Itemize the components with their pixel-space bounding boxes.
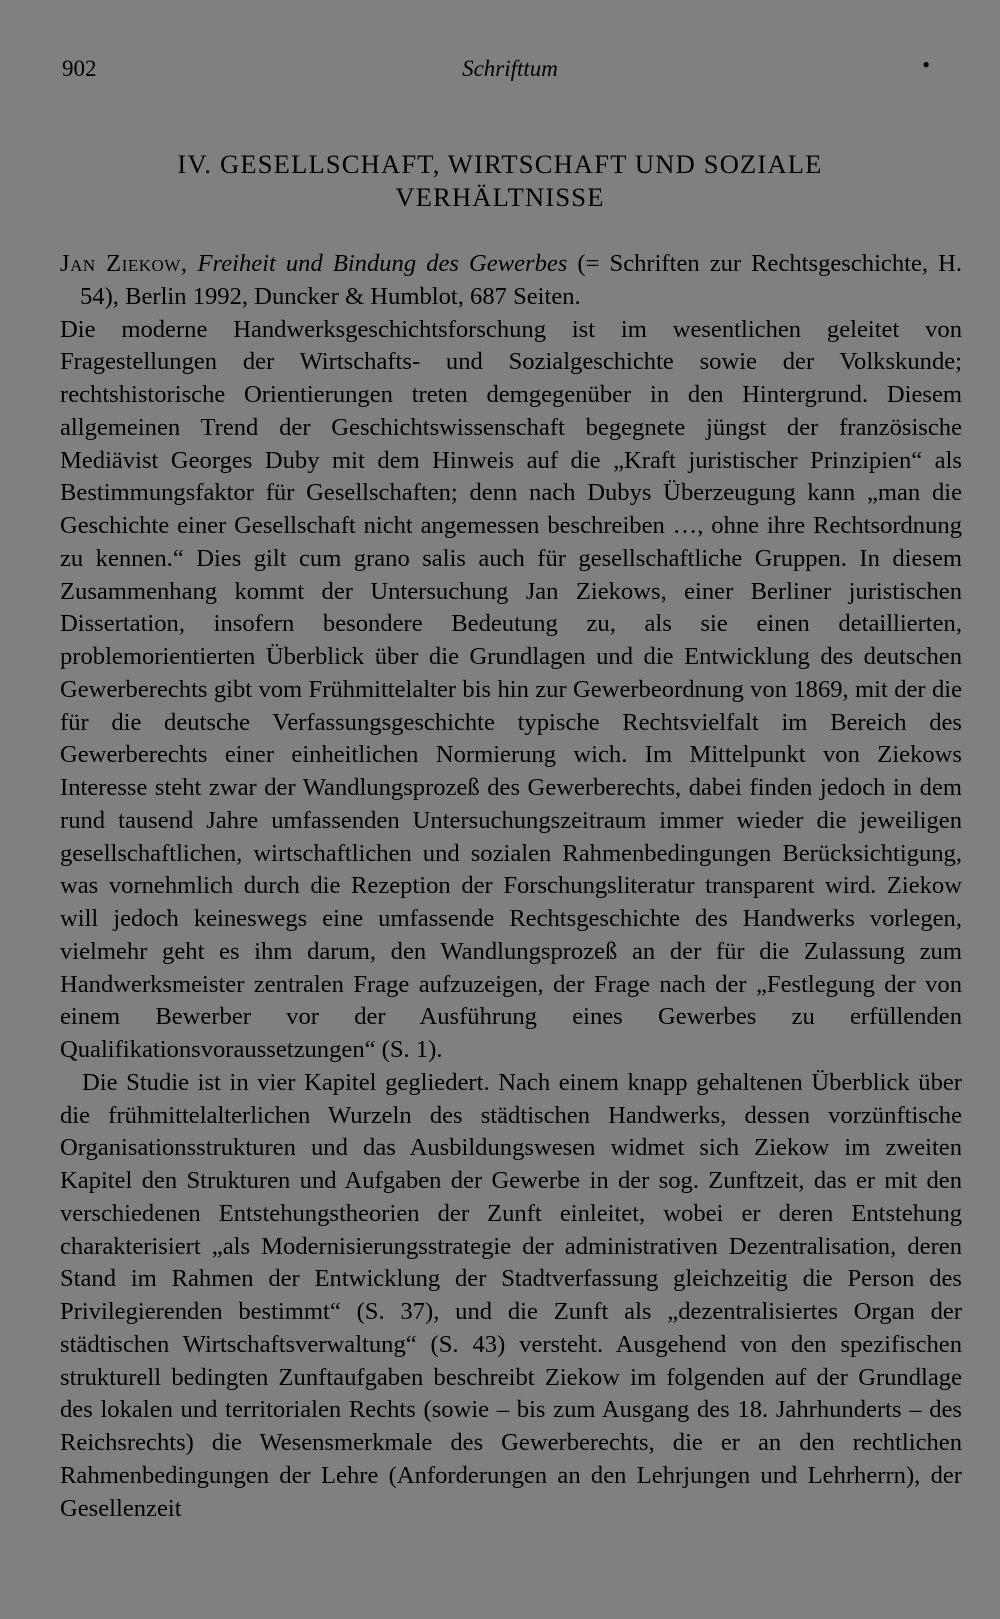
running-title: Schrifttum: [462, 56, 558, 81]
bibliographic-details: (= Schriften zur Rechtsgeschichte, H. 54), Berlin 1992, Duncker & Humblot, 687 Seiten.: [80, 250, 962, 310]
review-paragraph-1: Die moderne Handwerksgeschichtsforschung ist im wesentlichen geleitet von Fragestellungen der Wirtschafts- und Sozialgeschichte sowie der Volkskunde; rechtshistorische Orientierungen treten demgegenüber in den Hintergrund. Diesem allgemeinen Trend der Geschichtswissenschaft begegnete jüngst der französische Mediävist Georges Duby mit dem Hinweis auf die „Kraft juristischer Prinzipien“ als Bestimmungsfaktor für Gesellschaften; denn nach Dubys Überzeugung kann „man die Geschichte einer Gesellschaft nicht angemessen beschreiben …, ohne ihre Rechtsordnung zu kennen.“ Dies gilt cum grano salis auch für gesellschaftliche Gruppen. In diesem Zusammenhang kommt der Untersuchung Jan Ziekows, einer Berliner juristischen Dissertation, insofern besondere Bedeutung zu, als sie einen detaillierten, problemorientierten Überblick über die Grundlagen und die Entwicklung des deutschen Gewerberechts gibt vom Frühmittelalter bis hin zur Gewerbeordnung von 1869, mit der die für die deutsche Verfassungsgeschichte typische Rechtsvielfalt im Bereich des Gewerberechts einer einheitlichen Normierung wich. Im Mittelpunkt von Ziekows Interesse steht zwar der Wandlungsprozeß des Gewerberechts, dabei finden jedoch in dem rund tausend Jahre umfassenden Untersuchungszeitraum immer wieder die jeweiligen gesellschaftlichen, wirtschaftlichen und sozialen Rahmenbedingungen Berücksichtigung, was vornehmlich durch die Rezeption der Forschungsliteratur transparent wird. Ziekow will jedoch keineswegs eine umfassende Rechtsgeschichte des Handwerks vorlegen, vielmehr geht es ihm darum, den Wandlungsprozeß an der für die Zulassung zum Handwerksmeister zentralen Frage aufzuzeigen, der Frage nach der „Festlegung der von einem Bewerber vor der Ausführung eines Gewerbes zu erfüllenden Qualifikationsvoraussetzungen“ (S. 1).: [60, 315, 962, 1063]
review-author: Jan Ziekow,: [60, 250, 188, 277]
section-heading-line1: IV. GESELLSCHAFT, WIRTSCHAFT UND SOZIALE: [177, 149, 823, 179]
book-title: Freiheit und Bindung des Gewerbes: [197, 250, 568, 277]
section-heading: [100, 148, 900, 214]
section-heading-line2: VERHÄLTNISSE: [395, 182, 605, 212]
bibliographic-entry: [60, 248, 962, 314]
page-number: 902: [62, 56, 97, 81]
review-body: [60, 248, 962, 1525]
review-paragraph-2: Die Studie ist in vier Kapitel gegliedert. Nach einem knapp gehaltenen Überblick über die frühmittelalterlichen Wurzeln des städtischen Handwerks, dessen vorzünftische Organisationsstrukturen und das Ausbildungswesen widmet sich Ziekow im zweiten Kapitel den Strukturen und Aufgaben der Gewerbe in der sog. Zunftzeit, das er mit den verschiedenen Entstehungstheorien der Zunft einleitet, wobei er deren Entstehung charakterisiert „als Modernisierungsstrategie der administrativen Dezentralisation, deren Stand im Rahmen der Entwicklung der Stadtverfassung gleichzeitig die Person des Privilegierenden bestimmt“ (S. 37), und die Zunft als „dezentralisiertes Organ der städtischen Wirtschaftsverwaltung“ (S. 43) versteht. Ausgehend von den spezifischen strukturell bedingten Zunftaufgaben beschreibt Ziekow im folgenden auf der Grundlage des lokalen und territorialen Rechts (sowie – bis zum Ausgang des 18. Jahrhunderts – des Reichsrechts) die Wesensmerkmale des Gewerberechts, die er an den rechtlichen Rahmenbedingungen der Lehre (Anforderungen an den Lehrjungen und Lehrherrn), der Gesellenzeit: [60, 1068, 962, 1522]
header-mark: •: [922, 52, 930, 77]
running-header: [60, 52, 930, 84]
